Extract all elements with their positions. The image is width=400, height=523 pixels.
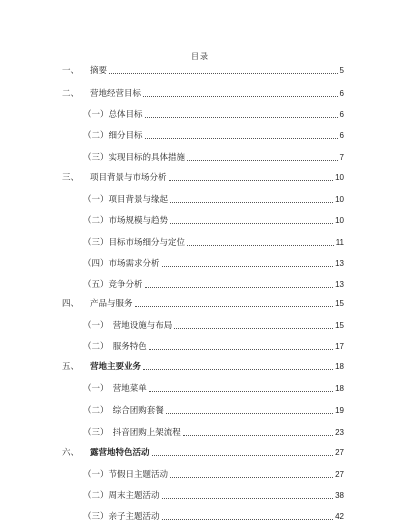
toc-dot-leader bbox=[169, 180, 334, 181]
toc-entry-number: 三、 bbox=[62, 173, 80, 183]
toc-entry[interactable] bbox=[83, 341, 344, 353]
toc-entry[interactable] bbox=[83, 383, 344, 395]
toc-entry-label: （一） 营地菜单 bbox=[83, 384, 147, 394]
toc-entry[interactable] bbox=[83, 511, 344, 523]
toc-entry-page-number: 10 bbox=[335, 173, 344, 182]
toc-entry-label: 营地经营目标 bbox=[90, 89, 142, 99]
toc-dot-leader bbox=[187, 160, 338, 161]
toc-entry[interactable] bbox=[83, 109, 344, 121]
toc-entry[interactable] bbox=[83, 215, 344, 227]
toc-entry[interactable] bbox=[83, 279, 344, 291]
toc-entry-page-number: 15 bbox=[335, 321, 344, 330]
toc-entry[interactable] bbox=[83, 427, 344, 439]
toc-entry[interactable] bbox=[83, 469, 344, 481]
toc-entry[interactable] bbox=[83, 490, 344, 502]
toc-entry-page-number: 27 bbox=[335, 470, 344, 479]
toc-title: 目录 bbox=[191, 52, 209, 61]
toc-entry[interactable] bbox=[83, 258, 344, 270]
toc-dot-leader bbox=[149, 391, 333, 392]
toc-entry-label: （二） 服务特色 bbox=[83, 342, 147, 352]
toc-entry-number: 二、 bbox=[62, 89, 80, 99]
toc-entry-label: （一）节假日主题活动 bbox=[83, 470, 169, 480]
toc-entry-page-number: 19 bbox=[335, 406, 344, 415]
toc-entry-page-number: 10 bbox=[335, 195, 344, 204]
toc-entry-page-number: 17 bbox=[335, 342, 344, 351]
toc-dot-leader bbox=[143, 369, 333, 370]
toc-entry[interactable] bbox=[62, 88, 344, 100]
toc-entry-number: 一、 bbox=[62, 66, 80, 76]
toc-dot-leader bbox=[109, 73, 338, 74]
toc-entry-label: （二）市场规模与趋势 bbox=[83, 216, 169, 226]
toc-entry-label: （一） 营地设施与布局 bbox=[83, 321, 173, 331]
toc-entry-label: 露营地特色活动 bbox=[90, 448, 150, 458]
toc-entry[interactable] bbox=[83, 152, 344, 164]
toc-entry-page-number: 27 bbox=[335, 448, 344, 457]
toc-entry[interactable] bbox=[62, 361, 344, 373]
toc-entry[interactable] bbox=[83, 237, 344, 249]
toc-dot-leader bbox=[143, 96, 338, 97]
toc-dot-leader bbox=[183, 435, 333, 436]
toc-entry-label: 项目背景与市场分析 bbox=[90, 173, 167, 183]
toc-dot-leader bbox=[170, 202, 333, 203]
toc-dot-leader bbox=[145, 138, 338, 139]
toc-entry[interactable] bbox=[62, 65, 344, 77]
toc-entry-number: 六、 bbox=[62, 448, 80, 458]
toc-dot-leader bbox=[174, 328, 333, 329]
toc-entry-label: 摘要 bbox=[90, 66, 108, 76]
toc-entry[interactable] bbox=[83, 194, 344, 206]
toc-entry-page-number: 18 bbox=[335, 362, 344, 371]
toc-entry[interactable] bbox=[83, 405, 344, 417]
toc-entry[interactable] bbox=[62, 298, 344, 310]
toc-entry-page-number: 6 bbox=[339, 110, 344, 119]
toc-entry-label: （二）周末主题活动 bbox=[83, 491, 160, 501]
toc-entry-page-number: 6 bbox=[339, 89, 344, 98]
toc-entry[interactable] bbox=[62, 172, 344, 184]
toc-entry-page-number: 11 bbox=[335, 238, 344, 247]
toc-entry-page-number: 23 bbox=[335, 428, 344, 437]
toc-entry-page-number: 38 bbox=[335, 491, 344, 500]
toc-dot-leader bbox=[170, 477, 333, 478]
toc-entry-page-number: 5 bbox=[339, 66, 344, 75]
toc-dot-leader bbox=[162, 519, 334, 520]
toc-entry-label: （二） 综合团购套餐 bbox=[83, 406, 164, 416]
toc-dot-leader bbox=[162, 266, 334, 267]
toc-entry-label: （三）亲子主题活动 bbox=[83, 512, 160, 522]
toc-entry-page-number: 13 bbox=[335, 280, 344, 289]
toc-entry-label: 产品与服务 bbox=[90, 299, 133, 309]
toc-entry[interactable] bbox=[83, 320, 344, 332]
toc-entry-label: （三）实现目标的具体措施 bbox=[83, 153, 186, 163]
toc-dot-leader bbox=[145, 117, 338, 118]
toc-entry-label: （四）市场需求分析 bbox=[83, 259, 160, 269]
toc-dot-leader bbox=[145, 287, 334, 288]
toc-entry-label: （三） 抖音团购上架流程 bbox=[83, 428, 181, 438]
toc-entry-label: （一）项目背景与缘起 bbox=[83, 195, 169, 205]
toc-entry-number: 四、 bbox=[62, 299, 80, 309]
toc-dot-leader bbox=[187, 245, 334, 246]
toc-entry-label: 营地主要业务 bbox=[90, 362, 142, 372]
toc-entry-page-number: 10 bbox=[335, 216, 344, 225]
toc-dot-leader bbox=[135, 306, 334, 307]
toc-entry[interactable] bbox=[83, 130, 344, 142]
toc-entry-label: （五）竞争分析 bbox=[83, 280, 143, 290]
toc-entry-page-number: 18 bbox=[335, 384, 344, 393]
toc-entry-page-number: 13 bbox=[335, 259, 344, 268]
toc-entry-label: （一）总体目标 bbox=[83, 110, 143, 120]
toc-entry-page-number: 6 bbox=[339, 131, 344, 140]
toc-entry-label: （三）目标市场细分与定位 bbox=[83, 238, 186, 248]
toc-dot-leader bbox=[170, 223, 333, 224]
toc-entry[interactable] bbox=[62, 447, 344, 459]
toc-entry-page-number: 15 bbox=[335, 299, 344, 308]
toc-entry-page-number: 42 bbox=[335, 512, 344, 521]
toc-dot-leader bbox=[162, 498, 334, 499]
toc-dot-leader bbox=[149, 349, 333, 350]
toc-dot-leader bbox=[152, 455, 334, 456]
toc-entry-page-number: 7 bbox=[339, 153, 344, 162]
toc-entry-label: （二）细分目标 bbox=[83, 131, 143, 141]
toc-dot-leader bbox=[166, 413, 333, 414]
toc-entry-number: 五、 bbox=[62, 362, 80, 372]
